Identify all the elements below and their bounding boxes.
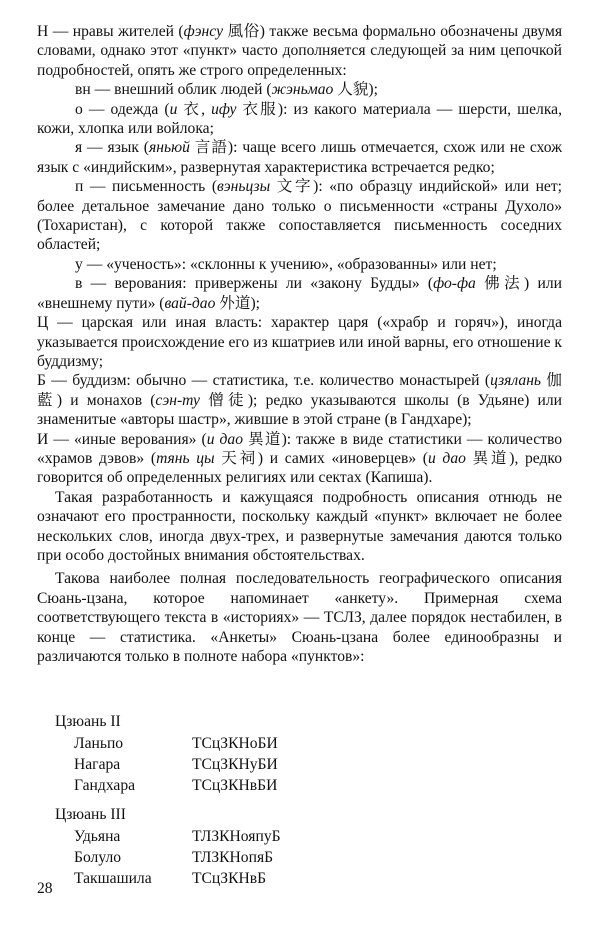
- italic-term: фо-фа: [433, 275, 476, 293]
- text-segment: 言語): чаще всего лишь отмечается, схож или не схож язык с «индийским», развернутая характеристика встречается редко;: [37, 139, 562, 176]
- text-segment: 文字): «по образцу индийской» или нет; более детальное замечание дано только о письменности «страны Духоло» (Тохаристан), с которой также сопоставляется письменность соседних областей;: [37, 178, 563, 254]
- paragraph-p1: [37, 488, 562, 566]
- italic-term: ифу: [211, 100, 237, 118]
- text-segment: Такова наиболее полная последовательность географического описания Сюань-цзана, которое напоминает «анкету». Примерная схема соответствующего текста в «историях» — ТСЛЗ, далее порядок нестабилен, в конце — статистика. «Анкеты» Сюань-цзана более единообразны и различаются только в полноте набора «пунктов»:: [37, 570, 562, 665]
- text-segment: 衣服): из какого материала — шерсти, шелка, кожи, хлопка или войлока;: [37, 100, 562, 138]
- section-row: [55, 826, 475, 847]
- region-name: Ланьпо: [74, 735, 124, 752]
- text-segment: о — одежда (: [75, 100, 170, 118]
- section-title: Цзюань III: [55, 806, 126, 823]
- text-segment: И — «иные верования» (: [37, 430, 207, 448]
- paragraph-b: [37, 371, 562, 429]
- section-list: [55, 711, 475, 889]
- text-segment: 人貌);: [333, 81, 378, 99]
- region-code: ТСцЗКНуБИ: [192, 756, 278, 773]
- italic-term: цзялань: [490, 372, 542, 390]
- text-segment: п — письменность (: [75, 178, 218, 196]
- section-row: [55, 847, 475, 868]
- italic-term: сэн-ту: [155, 391, 200, 409]
- paragraph-u: [37, 255, 562, 274]
- section-row: [55, 754, 475, 775]
- section-gap: [55, 796, 475, 804]
- paragraph-n: [37, 22, 562, 80]
- paragraph-vn: [37, 80, 562, 99]
- italic-term: фэнсу: [183, 23, 224, 40]
- page-number: 28: [37, 880, 53, 897]
- region-code: ТСцЗКНоБИ: [192, 735, 278, 752]
- paragraph-i: [37, 430, 562, 488]
- text-segment: 伽藍) и монахов (: [37, 372, 562, 409]
- italic-term: и: [169, 100, 178, 118]
- text-segment: Такая разработанность и кажущаяся подробность описания отнюдь не означают его пространности, поскольку каждый «пункт» включает не более нескольких слов, иногда двух-трех, и развернутые замечания даются только при особо достойных внимания обстоятельствах.: [37, 488, 562, 564]
- region-name: Такшашила: [74, 870, 152, 887]
- paragraph-p2: [37, 569, 562, 666]
- text-segment: 天祠) и самих «иноверцев» (: [214, 449, 428, 467]
- italic-term: вай-дао: [164, 294, 216, 312]
- italic-term: и дао: [206, 430, 244, 448]
- paragraph-o: [37, 100, 562, 139]
- text-segment: 佛法) или «внешнему пути» (: [37, 275, 562, 312]
- region-name: Нагара: [74, 756, 121, 773]
- text-segment: Б — буддизм: обычно — статистика, т.е. количество монастырей (: [37, 372, 491, 390]
- main-text: [37, 22, 562, 666]
- italic-term: вэньцзы: [217, 178, 271, 196]
- region-name: Удьяна: [74, 828, 121, 845]
- region-code: ТСцЗКНвБ: [192, 870, 267, 887]
- region-code: ТЛЗКНопяБ: [192, 849, 274, 866]
- paragraph-v: [37, 274, 562, 313]
- section-title: Цзюань II: [55, 713, 121, 730]
- text-segment: я — язык (: [75, 139, 149, 157]
- text-segment: в — верования: привержены ли «закону Будды» (: [75, 275, 434, 293]
- section-row: [55, 868, 475, 889]
- paragraph-p: [37, 177, 562, 255]
- paragraph-ya: [37, 138, 562, 177]
- italic-term: тянь цы: [156, 449, 215, 467]
- text-segment: 異道), редко говорится об определенных религиях или сектах (Капиша).: [37, 449, 563, 487]
- text-segment: 僧徒); редко указываются школы (в Удьяне) или знаменитые «авторы шастр», жившие в этой стране (в Гандхаре);: [37, 391, 562, 429]
- region-name: Болуло: [74, 849, 122, 866]
- italic-term: и дао: [427, 449, 466, 467]
- text-segment: Ц — царская или иная власть: характер царя («храбр и горяч»), иногда указывается происхождение его из кшатриев или иной варны, его отношение к буддизму;: [37, 314, 562, 370]
- region-name: Гандхара: [74, 777, 136, 794]
- section-row: [55, 775, 475, 796]
- text-segment: 異道): также в виде статистики — количество «храмов дэвов» (: [37, 430, 562, 467]
- region-code: ТЛЗКНояпуБ: [192, 828, 281, 845]
- text-segment: 風俗) также весьма формально обозначены двумя словами, однако этот «пункт» часто дополняется следующей за ним цепочкой подробностей, опять же строго определенных:: [37, 23, 562, 79]
- text-segment: Н — нравы жителей (: [37, 23, 184, 40]
- section-row: [55, 733, 475, 754]
- text-segment: у — «ученость»: «склонны к учению», «образованны» или нет;: [75, 255, 497, 273]
- italic-term: яньюй: [149, 139, 190, 157]
- text-segment: вн — внешний облик людей (: [75, 81, 272, 99]
- text-segment: 衣,: [177, 100, 212, 118]
- region-code: ТСцЗКНвБИ: [192, 777, 278, 794]
- text-segment: 外道);: [215, 294, 261, 312]
- paragraph-ts: [37, 313, 562, 371]
- italic-term: жэньмао: [271, 81, 334, 99]
